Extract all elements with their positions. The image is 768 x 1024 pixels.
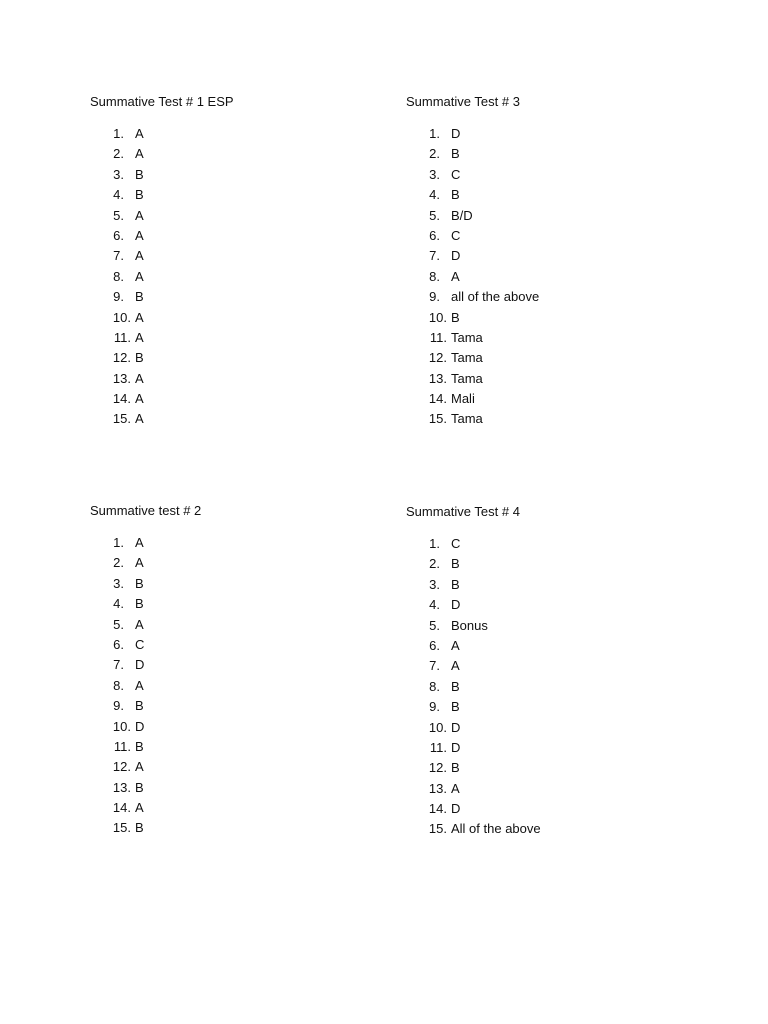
section-title: Summative Test # 4 xyxy=(406,504,520,519)
list-item xyxy=(90,369,390,389)
answer-text: A xyxy=(135,616,144,632)
item-number: 2. xyxy=(429,556,440,572)
answer-text: A xyxy=(135,248,144,264)
answer-text: D xyxy=(451,597,461,613)
list-item xyxy=(406,799,706,819)
list-item xyxy=(406,636,706,656)
item-number: 14. xyxy=(112,800,131,816)
answer-text: A xyxy=(135,677,144,693)
list-item xyxy=(90,696,390,716)
item-number: 3. xyxy=(429,166,440,182)
list-item xyxy=(90,594,390,614)
item-number: 13. xyxy=(428,370,447,386)
list-item xyxy=(90,615,390,635)
list-item xyxy=(90,348,390,368)
item-number: 3. xyxy=(429,576,440,592)
item-number: 4. xyxy=(429,597,440,613)
list-item xyxy=(90,226,390,246)
answer-key-section-test-4 xyxy=(406,504,706,840)
answer-text: B xyxy=(135,289,144,305)
answer-text: A xyxy=(451,780,460,796)
answer-text: Tama xyxy=(451,329,483,345)
item-number: 4. xyxy=(113,596,124,612)
list-item xyxy=(406,226,706,246)
item-number: 7. xyxy=(113,657,124,673)
list-item xyxy=(406,616,706,636)
answer-text: Tama xyxy=(451,370,483,386)
list-item xyxy=(406,369,706,389)
item-number: 1. xyxy=(429,536,440,551)
item-number: 10. xyxy=(112,309,131,325)
item-number: 13. xyxy=(112,370,131,386)
item-number: 9. xyxy=(429,289,440,305)
list-item xyxy=(406,534,706,554)
answer-text: D xyxy=(135,657,145,673)
list-item xyxy=(90,737,390,757)
answer-text: all of the above xyxy=(451,289,540,305)
item-number: 8. xyxy=(429,268,440,284)
item-number: 11. xyxy=(113,329,131,345)
answer-text: A xyxy=(135,309,144,325)
answer-text: D xyxy=(451,801,461,817)
answer-list xyxy=(90,124,390,430)
item-number: 12. xyxy=(112,350,131,366)
answer-text: C xyxy=(451,536,461,551)
list-item xyxy=(406,348,706,368)
list-item xyxy=(406,738,706,758)
item-number: 2. xyxy=(429,146,440,162)
list-item xyxy=(406,124,706,144)
item-number: 2. xyxy=(113,146,124,162)
answer-text: A xyxy=(451,637,460,653)
list-item xyxy=(406,328,706,348)
answer-text: A xyxy=(135,126,144,141)
answer-text: C xyxy=(135,636,145,652)
list-item xyxy=(406,185,706,205)
answer-text: Bonus xyxy=(451,617,488,633)
list-item xyxy=(406,697,706,717)
list-item xyxy=(406,758,706,778)
list-item xyxy=(406,389,706,409)
item-number: 11. xyxy=(429,739,447,755)
item-number: 4. xyxy=(429,187,440,203)
list-item xyxy=(90,287,390,307)
item-number: 6. xyxy=(429,637,440,653)
list-item xyxy=(406,246,706,266)
answer-text: A xyxy=(135,535,144,550)
item-number: 14. xyxy=(428,801,447,817)
answer-text: A xyxy=(135,329,144,345)
list-item xyxy=(406,656,706,676)
item-number: 2. xyxy=(113,555,124,571)
answer-text: B xyxy=(451,187,460,203)
item-number: 1. xyxy=(429,126,440,141)
answer-text: All of the above xyxy=(451,821,541,837)
list-item xyxy=(406,677,706,697)
list-item xyxy=(90,308,390,328)
answer-text: Mali xyxy=(451,391,475,407)
item-number: 11. xyxy=(429,329,447,345)
answer-text: B xyxy=(135,187,144,203)
list-item xyxy=(406,165,706,185)
item-number: 13. xyxy=(112,779,131,795)
answer-key-section-test-1 xyxy=(90,94,390,430)
answer-text: D xyxy=(451,248,461,264)
list-item xyxy=(90,778,390,798)
item-number: 1. xyxy=(113,126,124,141)
item-number: 5. xyxy=(429,207,440,223)
item-number: 7. xyxy=(429,248,440,264)
list-item xyxy=(90,676,390,696)
answer-text: B xyxy=(135,166,144,182)
answer-list xyxy=(406,534,706,840)
list-item xyxy=(406,575,706,595)
section-title: Summative Test # 3 xyxy=(406,94,520,109)
answer-text: A xyxy=(135,555,144,571)
list-item xyxy=(90,533,390,553)
answer-text: C xyxy=(451,166,461,182)
answer-text: B xyxy=(451,760,460,776)
item-number: 15. xyxy=(112,411,131,427)
list-item xyxy=(90,798,390,818)
answer-text: A xyxy=(135,227,144,243)
item-number: 15. xyxy=(428,411,447,427)
list-item xyxy=(406,267,706,287)
item-number: 11. xyxy=(113,738,131,754)
item-number: 12. xyxy=(428,760,447,776)
item-number: 14. xyxy=(428,391,447,407)
answer-text: A xyxy=(135,268,144,284)
item-number: 13. xyxy=(428,780,447,796)
item-number: 15. xyxy=(428,821,447,837)
list-item xyxy=(90,144,390,164)
answer-text: D xyxy=(451,126,461,141)
item-number: 6. xyxy=(429,227,440,243)
list-item xyxy=(406,718,706,738)
list-item xyxy=(90,635,390,655)
answer-text: B xyxy=(135,596,144,612)
item-number: 7. xyxy=(429,658,440,674)
item-number: 3. xyxy=(113,575,124,591)
item-number: 3. xyxy=(113,166,124,182)
item-number: 9. xyxy=(429,699,440,715)
answer-text: A xyxy=(135,207,144,223)
answer-text: B xyxy=(451,556,460,572)
answer-text: B xyxy=(451,309,460,325)
list-item xyxy=(90,553,390,573)
item-number: 12. xyxy=(112,759,131,775)
answer-list xyxy=(406,124,706,430)
item-number: 5. xyxy=(429,617,440,633)
list-item xyxy=(90,124,390,144)
list-item xyxy=(90,389,390,409)
answer-text: A xyxy=(135,800,144,816)
answer-text: B xyxy=(451,699,460,715)
item-number: 9. xyxy=(113,289,124,305)
list-item xyxy=(90,185,390,205)
answer-text: D xyxy=(451,739,461,755)
item-number: 5. xyxy=(113,207,124,223)
answer-text: C xyxy=(451,227,461,243)
list-item xyxy=(90,409,390,429)
list-item xyxy=(90,574,390,594)
item-number: 9. xyxy=(113,698,124,714)
answer-text: B xyxy=(135,738,144,754)
section-title: Summative test # 2 xyxy=(90,503,202,518)
answer-text: B xyxy=(451,576,460,592)
answer-text: B xyxy=(135,779,144,795)
item-number: 1. xyxy=(113,535,124,550)
list-item xyxy=(90,206,390,226)
answer-key-section-test-3 xyxy=(406,94,706,430)
answer-text: A xyxy=(135,146,144,162)
answer-text: D xyxy=(451,719,461,735)
item-number: 12. xyxy=(428,350,447,366)
answer-list xyxy=(90,533,390,839)
answer-text: B xyxy=(451,146,460,162)
list-item xyxy=(90,717,390,737)
list-item xyxy=(90,165,390,185)
answer-text: A xyxy=(135,370,144,386)
list-item xyxy=(406,409,706,429)
answer-text: A xyxy=(135,391,144,407)
item-number: 8. xyxy=(113,268,124,284)
item-number: 15. xyxy=(112,820,131,836)
answer-key-section-test-2 xyxy=(90,503,390,839)
list-item xyxy=(90,246,390,266)
answer-text: A xyxy=(135,411,144,427)
answer-text: A xyxy=(135,759,144,775)
list-item xyxy=(90,655,390,675)
list-item xyxy=(406,554,706,574)
answer-text: B xyxy=(135,350,144,366)
item-number: 5. xyxy=(113,616,124,632)
list-item xyxy=(90,818,390,838)
list-item xyxy=(406,595,706,615)
answer-text: A xyxy=(451,658,460,674)
item-number: 14. xyxy=(112,391,131,407)
answer-text: B/D xyxy=(451,207,473,223)
answer-text: D xyxy=(135,718,145,734)
list-item xyxy=(406,144,706,164)
item-number: 6. xyxy=(113,636,124,652)
item-number: 8. xyxy=(113,677,124,693)
item-number: 10. xyxy=(428,309,447,325)
answer-text: Tama xyxy=(451,411,483,427)
answer-text: Tama xyxy=(451,350,483,366)
answer-text: B xyxy=(135,820,144,836)
list-item xyxy=(90,267,390,287)
answer-text: B xyxy=(451,678,460,694)
list-item xyxy=(90,328,390,348)
list-item xyxy=(90,757,390,777)
list-item xyxy=(406,308,706,328)
item-number: 10. xyxy=(112,718,131,734)
item-number: 4. xyxy=(113,187,124,203)
answer-text: B xyxy=(135,575,144,591)
list-item xyxy=(406,287,706,307)
section-title: Summative Test # 1 ESP xyxy=(90,94,234,109)
list-item xyxy=(406,779,706,799)
item-number: 7. xyxy=(113,248,124,264)
list-item xyxy=(406,206,706,226)
item-number: 6. xyxy=(113,227,124,243)
list-item xyxy=(406,819,706,839)
answer-text: A xyxy=(451,268,460,284)
answer-text: B xyxy=(135,698,144,714)
item-number: 8. xyxy=(429,678,440,694)
item-number: 10. xyxy=(428,719,447,735)
